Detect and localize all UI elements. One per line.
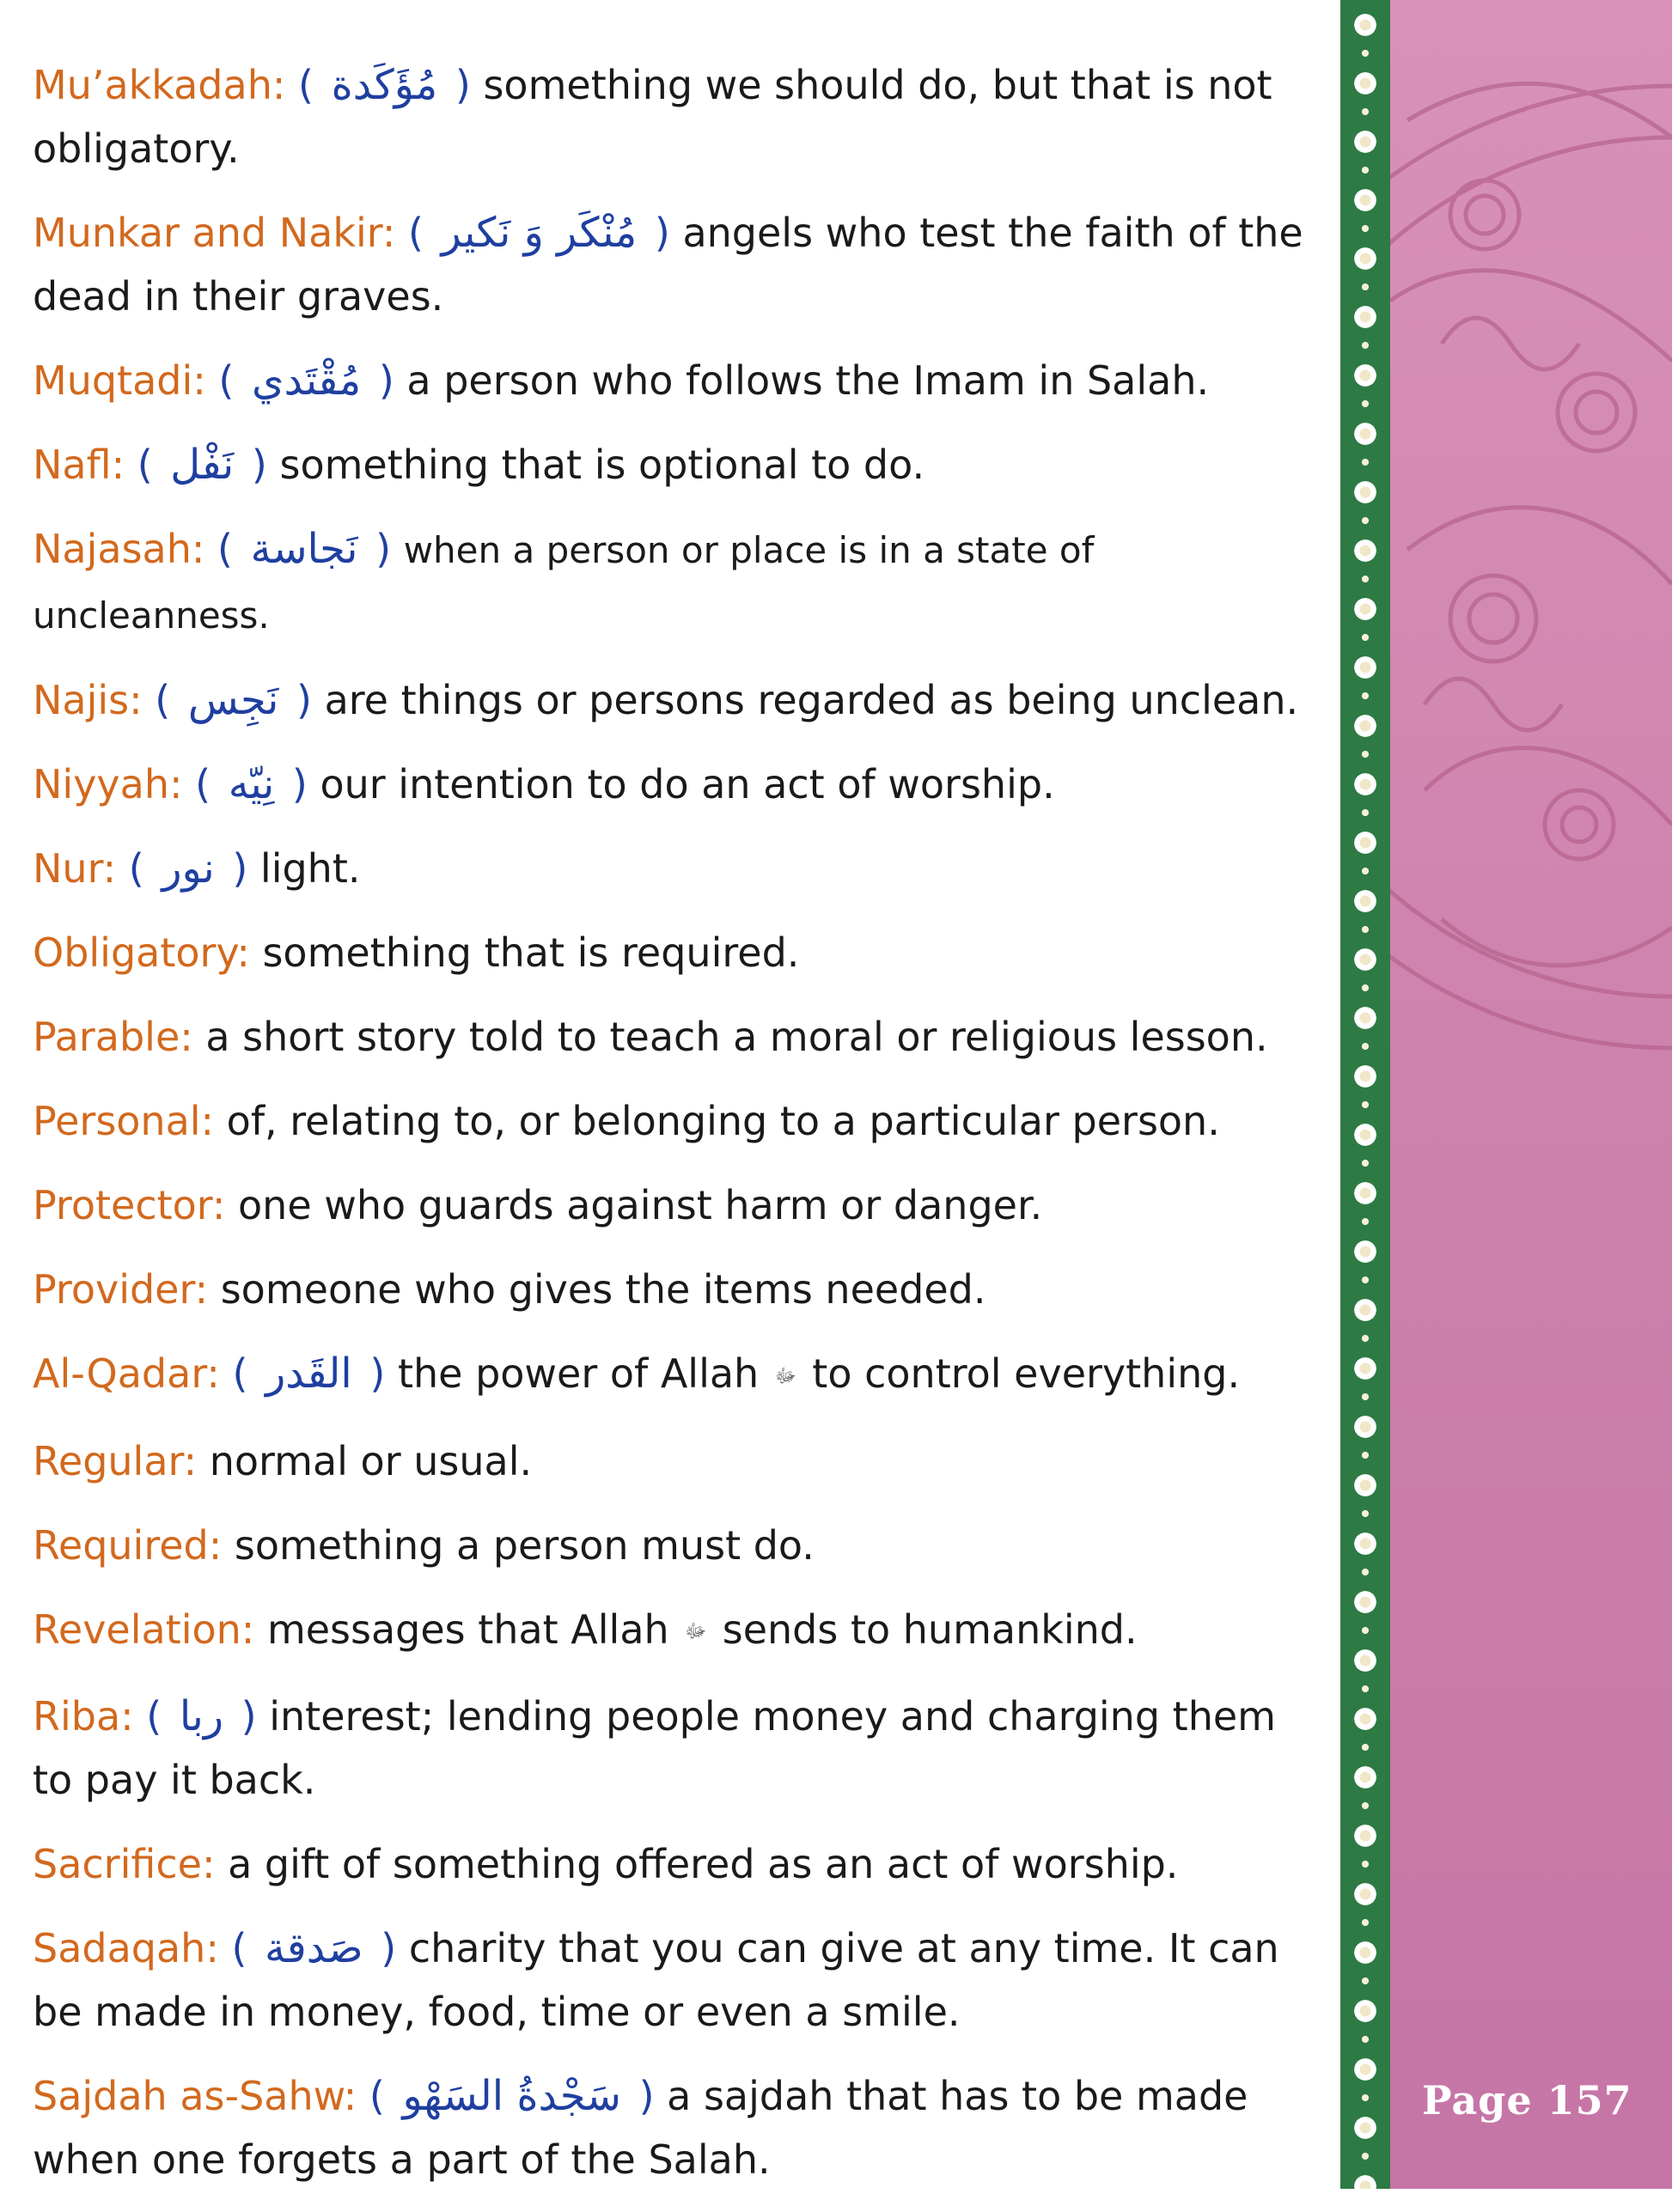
border-flower-icon: [1352, 596, 1378, 622]
glossary-entry: [33, 1173, 1304, 1237]
glossary-entry: Muqtadi: ( مُقْتَدي ) a person who follows the Imam in Salah.: [33, 356, 1210, 405]
glossary-definition: angels who test the faith of the dead in their graves.: [33, 210, 1303, 320]
border-flower-icon: [1352, 1063, 1378, 1089]
border-dots-icon: [1360, 866, 1370, 876]
arabic-term: القَدر: [265, 1350, 352, 1398]
glossary-entry: Najis: ( نَجِس ) are things or persons regarded as being unclean.: [33, 676, 1299, 724]
border-flower-icon: [1352, 1648, 1378, 1673]
border-dots-icon: [1360, 165, 1370, 175]
glossary-definition: charity that you can give at any time. It can be made in money, food, time or even a smile.: [33, 1925, 1279, 2035]
glossary-term: Protector:: [33, 1182, 226, 1228]
glossary-definition: a person who follows the Imam in Salah.: [406, 357, 1210, 404]
glossary-definition: a gift of something offered as an act of worship.: [228, 1841, 1179, 1887]
border-dots-icon: [1360, 223, 1370, 234]
border-dots-icon: [1360, 399, 1370, 409]
border-dots-icon: [1360, 983, 1370, 993]
border-flower-icon: [1352, 12, 1378, 38]
border-dots-icon: [1360, 1859, 1370, 1869]
glossary-term: Revelation:: [33, 1606, 255, 1653]
border-dots-icon: [1360, 457, 1370, 467]
arabic-term: سَجْدةُ السَهْو: [402, 2072, 621, 2120]
honorific-glyph: ﷻ: [685, 1621, 707, 1642]
border-dots-icon: [1360, 574, 1370, 584]
border-flower-icon: [1352, 1414, 1378, 1440]
glossary-definition: messages that Allah: [266, 1606, 669, 1653]
glossary-definition: interest; lending people money and charging them to pay it back.: [33, 1693, 1276, 1803]
border-flower-icon: [1352, 1180, 1378, 1206]
border-flower-icon: [1352, 1005, 1378, 1031]
border-dots-icon: [1360, 1684, 1370, 1694]
glossary-entry: [33, 1089, 1304, 1153]
border-dots-icon: [1360, 515, 1370, 526]
glossary-term: Niyyah:: [33, 761, 183, 807]
glossary-definition: something that is required.: [262, 929, 800, 976]
border-flower-icon: [1352, 1297, 1378, 1323]
glossary-term: Personal:: [33, 1098, 215, 1144]
glossary-definition: a sajdah that has to be made when one forgets a part of the Salah.: [33, 2073, 1248, 2183]
border-dots-icon: [1360, 1508, 1370, 1519]
glossary-term: Provider:: [33, 1266, 209, 1313]
glossary-term: Regular:: [33, 1437, 198, 1484]
glossary-definition: one who guards against harm or danger.: [238, 1182, 1043, 1228]
border-flower-icon: [1352, 1531, 1378, 1557]
border-dots-icon: [1360, 1216, 1370, 1227]
glossary-entry: [33, 1429, 1304, 1493]
border-flower-icon: [1352, 1239, 1378, 1264]
arabic-term: نِيّه: [228, 760, 275, 808]
glossary-entry: Sajdah as-Sahw: ( سَجْدةُ السَهْو ) a sajdah that has to be made when one forgets a part of the Salah.: [33, 2072, 1248, 2183]
border-flower-icon: [1352, 1122, 1378, 1148]
border-flower-icon: [1352, 1472, 1378, 1498]
border-flower-icon: [1352, 421, 1378, 447]
border-dots-icon: [1360, 1625, 1370, 1636]
arabic-term: نَجِس: [187, 676, 279, 724]
border-flower-icon: [1352, 246, 1378, 271]
glossary-entry: Al-Qadar: ( القَدر ) the power of Allah ﷻ to control everything.: [33, 1342, 1304, 1409]
border-flower-icon: [1352, 304, 1378, 330]
glossary-term: Najasah:: [33, 526, 205, 572]
glossary-term: Sadaqah:: [33, 1925, 219, 1971]
glossary-entry: [33, 1832, 1304, 1896]
glossary-definition: someone who gives the items needed.: [220, 1266, 986, 1313]
border-flower-icon: [1352, 1881, 1378, 1907]
decorative-side-panel: [1390, 0, 1672, 2189]
border-flower-icon: [1352, 1356, 1378, 1381]
arabic-term: نور: [162, 844, 215, 893]
glossary-definition: something we should do, but that is not obligatory.: [33, 62, 1272, 172]
border-flower-icon: [1352, 129, 1378, 155]
border-dots-icon: [1360, 1917, 1370, 1928]
glossary-term: Riba:: [33, 1693, 134, 1740]
border-dots-icon: [1360, 1450, 1370, 1460]
border-flower-icon: [1352, 1940, 1378, 1965]
glossary-definition: something that is optional to do.: [279, 442, 925, 488]
glossary-term: Muqtadi:: [33, 357, 206, 404]
arabic-term: صَدقة: [265, 1924, 363, 1972]
border-flower-icon: [1352, 947, 1378, 972]
border-flower-icon: [1352, 363, 1378, 388]
border-dots-icon: [1360, 807, 1370, 818]
border-flower-icon: [1352, 830, 1378, 856]
glossary-definition: normal or usual.: [209, 1437, 533, 1484]
border-dots-icon: [1360, 749, 1370, 759]
honorific-glyph: ﷻ: [774, 1365, 796, 1387]
glossary-entry: [33, 1514, 1304, 1577]
border-dots-icon: [1360, 340, 1370, 350]
glossary-entry: [33, 921, 1304, 984]
glossary-term: Munkar and Nakir:: [33, 210, 396, 256]
border-dots-icon: [1360, 1567, 1370, 1577]
glossary-term: Najis:: [33, 677, 143, 723]
glossary-entry: Riba: ( ربا ) interest; lending people money and charging them to pay it back.: [33, 1692, 1276, 1803]
border-dots-icon: [1360, 1041, 1370, 1051]
glossary-entry: Sadaqah: ( صَدقة ) charity that you can give at any time. It can be made in money, food, time or even a smile.: [33, 1924, 1279, 2035]
glossary-definition: light.: [259, 845, 361, 892]
border-dots-icon: [1360, 2034, 1370, 2044]
arabic-term: مُؤَكَدة: [331, 61, 438, 109]
arabic-term: مُقْتَدي: [251, 356, 362, 405]
glossary-definition: something a person must do.: [234, 1521, 815, 1569]
glossary-term: Required:: [33, 1521, 223, 1569]
border-flower-icon: [1352, 2115, 1378, 2141]
glossary-entry: [33, 1005, 1304, 1069]
border-flower-icon: [1352, 2173, 1378, 2189]
border-flower-icon: [1352, 713, 1378, 739]
decorative-border: [1340, 0, 1390, 2189]
glossary-entry: [33, 1598, 1304, 1665]
border-flower-icon: [1352, 1589, 1378, 1615]
border-dots-icon: [1360, 1392, 1370, 1402]
border-flower-icon: [1352, 888, 1378, 914]
glossary-definition: the power of Allah: [397, 1350, 760, 1397]
arabic-term: نَجاسة: [250, 525, 358, 573]
border-dots-icon: [1360, 1976, 1370, 1986]
glossary-definition: of, relating to, or belonging to a particular person.: [226, 1098, 1220, 1144]
glossary-definition: a short story told to teach a moral or religious lesson.: [205, 1014, 1268, 1060]
border-dots-icon: [1360, 691, 1370, 701]
glossary-definition: to control everything.: [812, 1350, 1241, 1397]
page-number: Page 157: [1422, 2077, 1632, 2124]
border-dots-icon: [1360, 1275, 1370, 1285]
border-flower-icon: [1352, 2057, 1378, 2082]
glossary-entry: Munkar and Nakir: ( مُنْكَر وَ نَكير ) angels who test the faith of the dead in their graves.: [33, 209, 1303, 320]
glossary-entry: Niyyah: ( نِيّه ) our intention to do an act of worship.: [33, 760, 1055, 808]
glossary-term: Mu’akkadah:: [33, 62, 286, 108]
border-dots-icon: [1360, 924, 1370, 935]
border-flower-icon: [1352, 70, 1378, 96]
glossary-term: Sajdah as-Sahw:: [33, 2073, 357, 2119]
border-flower-icon: [1352, 771, 1378, 797]
glossary-definition: our intention to do an act of worship.: [320, 761, 1055, 807]
border-dots-icon: [1360, 2093, 1370, 2103]
border-flower-icon: [1352, 1706, 1378, 1732]
border-dots-icon: [1360, 1742, 1370, 1752]
border-flower-icon: [1352, 655, 1378, 680]
arabic-term: نَفْل: [170, 441, 235, 489]
border-flower-icon: [1352, 1764, 1378, 1790]
border-dots-icon: [1360, 282, 1370, 292]
glossary-definition: sends to humankind.: [722, 1606, 1138, 1653]
border-dots-icon: [1360, 2151, 1370, 2161]
border-dots-icon: [1360, 632, 1370, 643]
arabic-term: ربا: [179, 1692, 224, 1740]
glossary-entry: Nur: ( نور ) light.: [33, 844, 361, 893]
border-dots-icon: [1360, 1333, 1370, 1344]
arabic-term: مُنْكَر وَ نَكير: [441, 209, 638, 257]
border-dots-icon: [1360, 107, 1370, 117]
border-dots-icon: [1360, 1158, 1370, 1168]
border-flower-icon: [1352, 187, 1378, 213]
glossary-entry: Nafl: ( نَفْل ) something that is optional to do.: [33, 441, 925, 489]
glossary-entry: Najasah: ( نَجاسة ) when a person or place is in a state of uncleanness.: [33, 525, 1095, 637]
glossary-list: [33, 53, 1304, 2212]
border-dots-icon: [1360, 1801, 1370, 1811]
glossary-definition: when a person or place is in a state of uncleanness.: [33, 529, 1095, 637]
border-dots-icon: [1360, 1100, 1370, 1110]
glossary-term: Nur:: [33, 845, 117, 892]
glossary-entry: Mu’akkadah: ( مُؤَكَدة ) something we should do, but that is not obligatory.: [33, 61, 1272, 172]
arabesque-ornament-icon: [1390, 17, 1672, 1134]
border-flower-icon: [1352, 1998, 1378, 2024]
border-flower-icon: [1352, 1823, 1378, 1849]
glossary-definition: are things or persons regarded as being unclean.: [324, 677, 1299, 723]
border-flower-icon: [1352, 538, 1378, 564]
glossary-term: Obligatory:: [33, 929, 250, 976]
glossary-entry: [33, 1258, 1304, 1321]
glossary-term: Nafl:: [33, 442, 125, 488]
glossary-term: Parable:: [33, 1014, 193, 1060]
glossary-term: Al-Qadar:: [33, 1350, 220, 1397]
glossary-term: Sacrifice:: [33, 1841, 216, 1887]
border-flower-icon: [1352, 479, 1378, 505]
border-dots-icon: [1360, 48, 1370, 58]
